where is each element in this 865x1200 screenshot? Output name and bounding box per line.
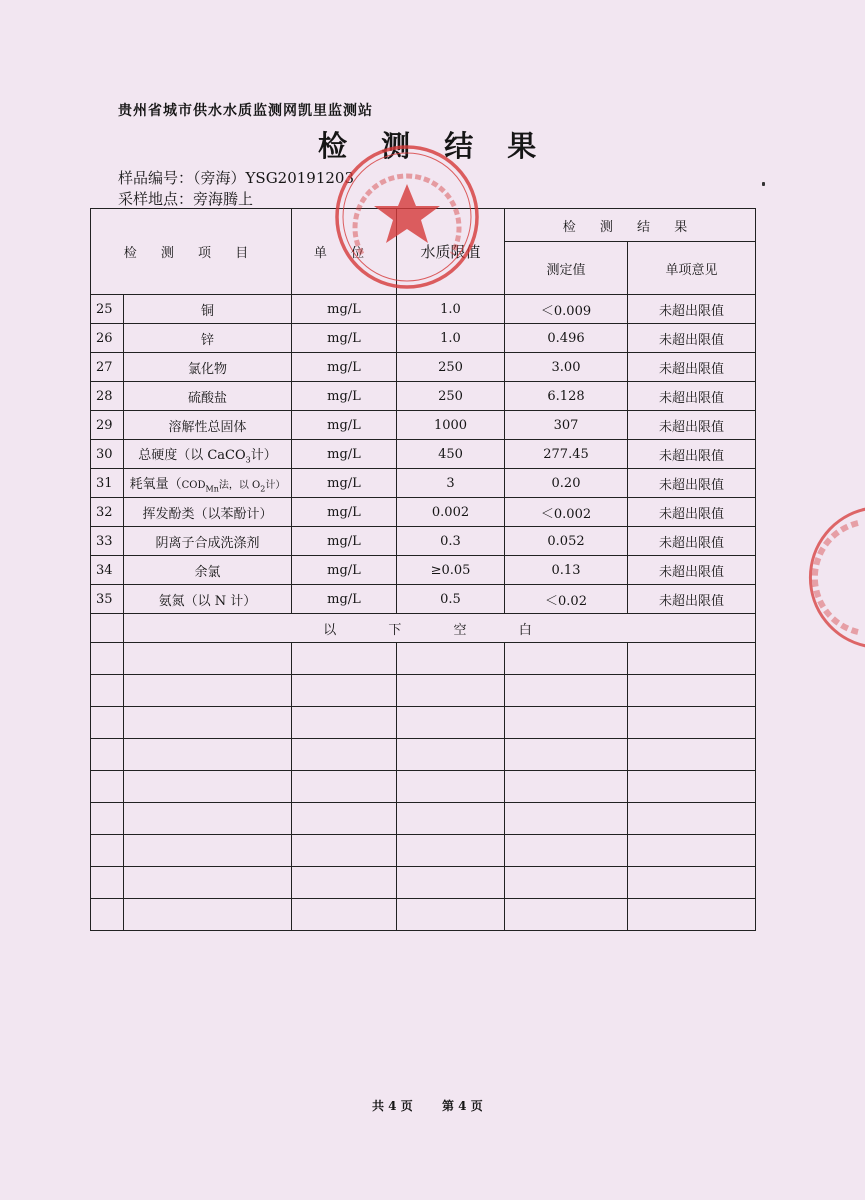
sample-number-label: 样品编号： xyxy=(118,169,194,187)
table-row xyxy=(91,353,756,382)
table-row xyxy=(91,527,756,556)
table-row xyxy=(91,411,756,440)
row-item-text-end: 计） xyxy=(250,447,277,463)
row-value: 0.496 xyxy=(505,324,628,353)
row-unit: mg/L xyxy=(292,353,397,382)
table-row xyxy=(91,440,756,469)
row-number: 34 xyxy=(91,556,124,585)
row-item-text: 总硬度（以 CaCO xyxy=(138,447,246,463)
row-opinion: 未超出限值 xyxy=(628,585,756,614)
row-limit: 250 xyxy=(397,353,505,382)
row-opinion: 未超出限值 xyxy=(628,295,756,324)
row-opinion: 未超出限值 xyxy=(628,353,756,382)
row-item: 硫酸盐 xyxy=(124,382,292,411)
row-unit: mg/L xyxy=(292,556,397,585)
row-number: 31 xyxy=(91,469,124,498)
row-unit: mg/L xyxy=(292,469,397,498)
row-opinion: 未超出限值 xyxy=(628,527,756,556)
row-number: 32 xyxy=(91,498,124,527)
row-limit: 1.0 xyxy=(397,295,505,324)
header-item: 检 测 项 目 xyxy=(91,209,292,295)
row-value: 307 xyxy=(505,411,628,440)
empty-row xyxy=(91,707,756,739)
row-value: ＜0.009 xyxy=(505,295,628,324)
row-opinion: 未超出限值 xyxy=(628,382,756,411)
header-unit: 单 位 xyxy=(292,209,397,295)
row-number: 25 xyxy=(91,295,124,324)
empty-row xyxy=(91,835,756,867)
table-row xyxy=(91,556,756,585)
row-item-method: 法，以 O xyxy=(218,479,261,491)
row-number: 30 xyxy=(91,440,124,469)
row-item-subscript-2: 2 xyxy=(260,484,266,494)
row-opinion: 未超出限值 xyxy=(628,556,756,585)
row-item-text-end: 计） xyxy=(265,479,286,491)
row-unit: mg/L xyxy=(292,527,397,556)
row-unit: mg/L xyxy=(292,440,397,469)
sample-location: 旁海腾上 xyxy=(193,190,254,208)
empty-row xyxy=(91,771,756,803)
empty-row xyxy=(91,803,756,835)
row-limit: 3 xyxy=(397,469,505,498)
row-opinion: 未超出限值 xyxy=(628,440,756,469)
row-value: 0.13 xyxy=(505,556,628,585)
table-row xyxy=(91,498,756,527)
row-item-subscript: 3 xyxy=(245,455,251,465)
row-unit: mg/L xyxy=(292,585,397,614)
row-item-cod: COD xyxy=(181,479,206,491)
blank-cell xyxy=(91,614,124,643)
header-result-group: 检 测 结 果 xyxy=(505,209,756,242)
row-limit: 0.5 xyxy=(397,585,505,614)
row-item xyxy=(124,440,292,469)
page-title: 检 测 结 果 xyxy=(318,129,549,163)
empty-row xyxy=(91,867,756,899)
sample-number: （旁海）YSG20191203 xyxy=(193,169,355,187)
sample-location-line xyxy=(118,188,253,209)
row-limit: 250 xyxy=(397,382,505,411)
sample-location-label: 采样地点： xyxy=(118,190,194,208)
row-value: 6.128 xyxy=(505,382,628,411)
row-item-text: 耗氧量（ xyxy=(129,476,182,492)
row-item: 铜 xyxy=(124,295,292,324)
row-item: 氯化物 xyxy=(124,353,292,382)
row-item: 余氯 xyxy=(124,556,292,585)
row-item: 氨氮（以 N 计） xyxy=(124,585,292,614)
table-row xyxy=(91,324,756,353)
table-row xyxy=(91,295,756,324)
row-number: 28 xyxy=(91,382,124,411)
sample-number-line xyxy=(118,167,354,188)
header-opinion: 单项意见 xyxy=(628,242,756,295)
current-page: 第 4 页 xyxy=(442,1099,483,1113)
row-limit: 1.0 xyxy=(397,324,505,353)
row-unit: mg/L xyxy=(292,498,397,527)
blank-note-row xyxy=(91,614,756,643)
row-unit: mg/L xyxy=(292,411,397,440)
header-limit: 水质限值 xyxy=(397,209,505,295)
row-opinion: 未超出限值 xyxy=(628,469,756,498)
row-number: 27 xyxy=(91,353,124,382)
total-pages: 共 4 页 xyxy=(372,1099,413,1113)
row-opinion: 未超出限值 xyxy=(628,498,756,527)
row-value: 0.20 xyxy=(505,469,628,498)
row-limit: 0.002 xyxy=(397,498,505,527)
empty-row xyxy=(91,643,756,675)
row-value: 277.45 xyxy=(505,440,628,469)
speck-mark xyxy=(762,182,765,186)
row-number: 33 xyxy=(91,527,124,556)
row-value: 0.052 xyxy=(505,527,628,556)
empty-row xyxy=(91,899,756,931)
row-item-subscript: Mn xyxy=(205,484,219,494)
organization-name: 贵州省城市供水水质监测网凯里监测站 xyxy=(118,103,373,119)
row-value: ＜0.002 xyxy=(505,498,628,527)
row-opinion: 未超出限值 xyxy=(628,411,756,440)
row-item: 挥发酚类（以苯酚计） xyxy=(124,498,292,527)
row-unit: mg/L xyxy=(292,382,397,411)
row-item: 溶解性总固体 xyxy=(124,411,292,440)
row-value: 3.00 xyxy=(505,353,628,382)
edge-seal-icon xyxy=(806,505,865,650)
table-row xyxy=(91,469,756,498)
row-limit: 1000 xyxy=(397,411,505,440)
row-value: ＜0.02 xyxy=(505,585,628,614)
row-item: 锌 xyxy=(124,324,292,353)
empty-row xyxy=(91,739,756,771)
row-unit: mg/L xyxy=(292,324,397,353)
blank-note: 以 下 空 白 xyxy=(124,614,756,643)
header-measured: 测定值 xyxy=(505,242,628,295)
row-limit: 450 xyxy=(397,440,505,469)
row-number: 35 xyxy=(91,585,124,614)
row-limit: ≥0.05 xyxy=(397,556,505,585)
row-opinion: 未超出限值 xyxy=(628,324,756,353)
table-row xyxy=(91,382,756,411)
row-item: 阴离子合成洗涤剂 xyxy=(124,527,292,556)
table-row xyxy=(91,585,756,614)
results-table xyxy=(90,208,756,931)
row-number: 29 xyxy=(91,411,124,440)
row-number: 26 xyxy=(91,324,124,353)
empty-row xyxy=(91,675,756,707)
row-item xyxy=(124,469,292,498)
row-unit: mg/L xyxy=(292,295,397,324)
row-limit: 0.3 xyxy=(397,527,505,556)
